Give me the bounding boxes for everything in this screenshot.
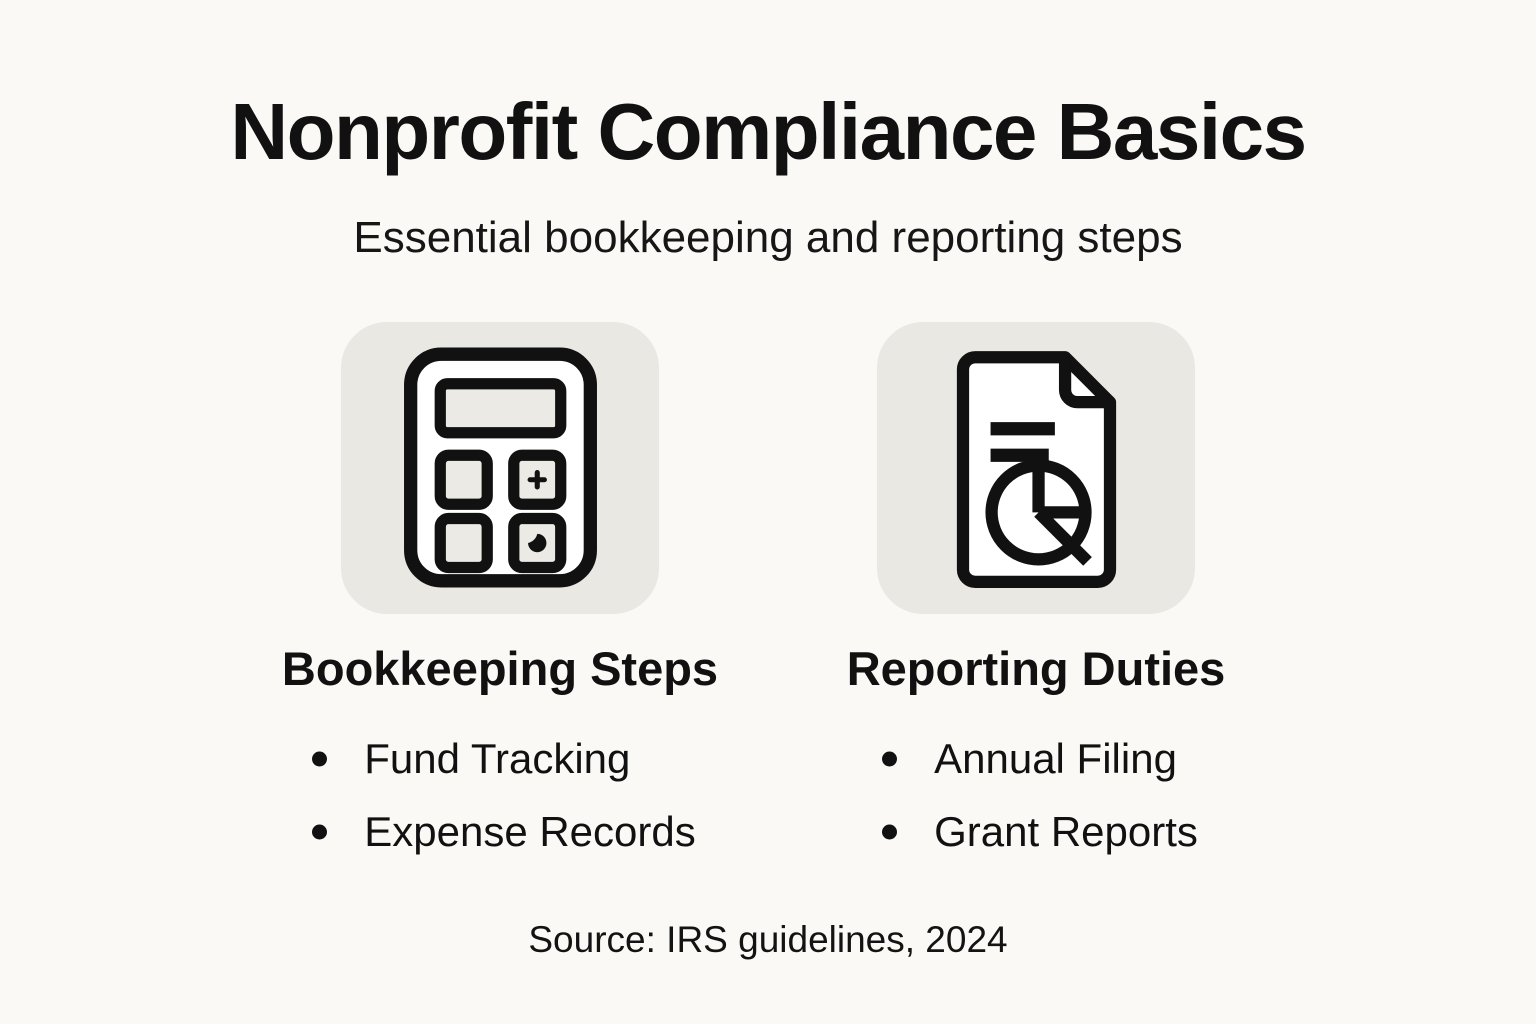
list-item: Grant Reports [874,807,1198,857]
column-bookkeeping [264,322,736,858]
columns-row [0,322,1536,858]
list-item: Fund Tracking [304,734,696,784]
list-item: Expense Records [304,807,696,857]
column-reporting [800,322,1272,858]
reporting-tile [877,322,1195,614]
column-heading-bookkeeping: Bookkeeping Steps [281,641,719,695]
source-note: Source: IRS guidelines, 2024 [528,918,1008,960]
report-document-icon [934,345,1139,590]
calculator-icon [398,345,603,590]
list-item: Annual Filing [874,734,1198,784]
page-title: Nonprofit Compliance Basics [230,87,1306,176]
bookkeeping-tile [341,322,659,614]
bullet-list-reporting [874,734,1198,858]
bullet-list-bookkeeping [304,734,696,858]
page-subtitle: Essential bookkeeping and reporting steps [353,213,1183,262]
column-heading-reporting: Reporting Duties [846,641,1226,695]
